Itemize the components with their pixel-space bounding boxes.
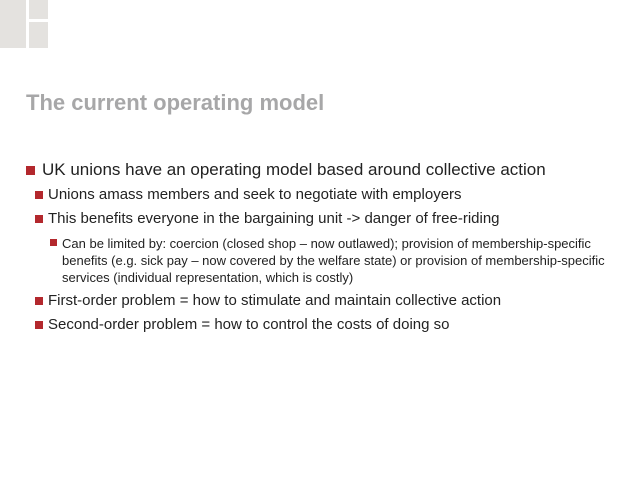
bullet-item (48, 210, 500, 227)
bullet-square-icon (50, 239, 57, 246)
slide-title: The current operating model (26, 90, 325, 115)
bullet-item (48, 292, 501, 309)
bullet-square-icon (35, 297, 43, 305)
corner-decoration-block (29, 0, 48, 19)
bullet-item (48, 186, 462, 203)
bullet-square-icon (35, 191, 43, 199)
bullet-square-icon (35, 321, 43, 329)
bullet-text: First-order problem = how to stimulate and maintain collective action (48, 292, 502, 309)
bullet-item (42, 160, 546, 180)
bullet-text: Second-order problem = how to control the costs of doing so (48, 316, 450, 333)
bullet-square-icon (26, 166, 35, 175)
bullet-text: Unions amass members and seek to negotiate with employers (48, 186, 462, 203)
bullet-square-icon (35, 215, 43, 223)
bullet-item (62, 235, 614, 286)
bullet-text: UK unions have an operating model based around collective action (42, 160, 546, 179)
corner-decoration-block (0, 0, 26, 48)
corner-decoration-block (29, 22, 48, 48)
bullet-text: This benefits everyone in the bargaining unit -> danger of free-riding (48, 210, 500, 227)
bullet-text: Can be limited by: coercion (closed shop – now outlawed); provision of membership-specific benefits (e.g. sick pay – now covered by the welfare state) or provision of membership-specific services (individual representation, which is costly) (62, 236, 605, 285)
bullet-item (48, 316, 449, 333)
